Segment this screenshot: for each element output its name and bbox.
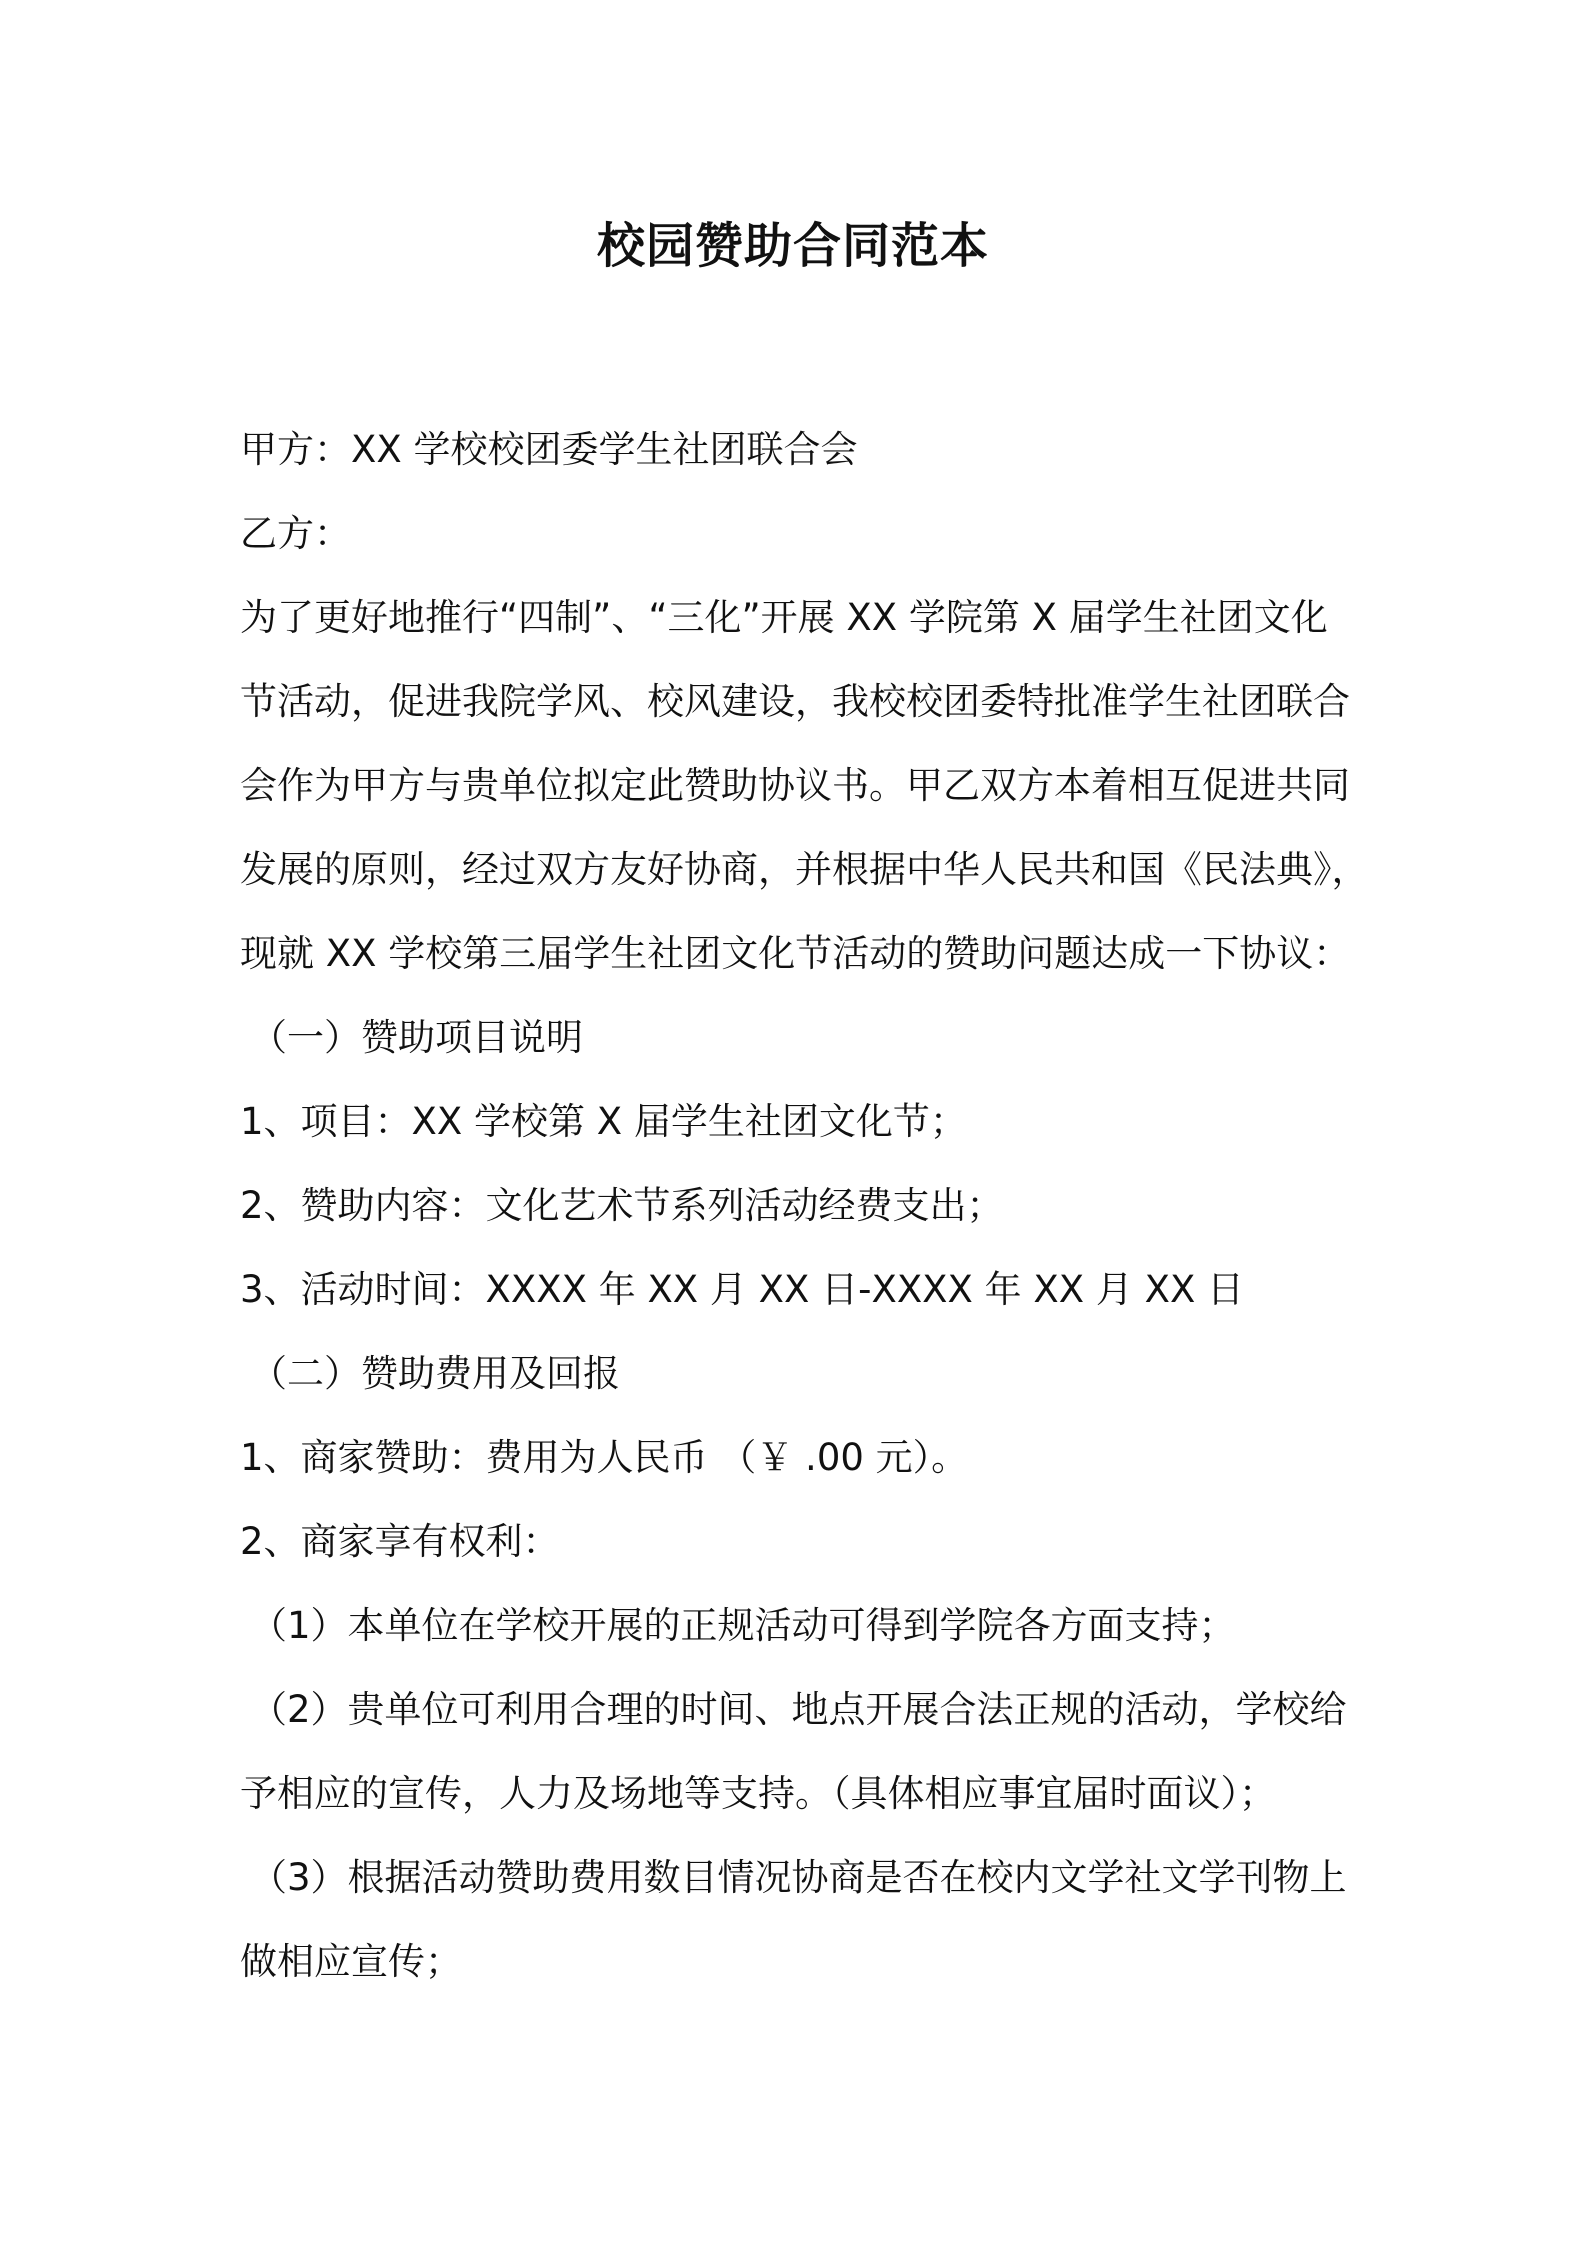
rights-item-2-line-2: 予相应的宣传，人力及场地等支持。（具体相应事宜届时面议）； xyxy=(240,1772,1276,1815)
section2-item-1: 1、商家赞助：费用为人民币 （￥ .00 元）。 xyxy=(240,1436,969,1479)
document-title: 校园赞助合同范本 xyxy=(596,218,989,274)
section-heading-2: （二）赞助费用及回报 xyxy=(250,1352,620,1395)
preamble-line-3: 会作为甲方与贵单位拟定此赞助协议书。甲乙双方本着相互促进共同 xyxy=(240,764,1350,807)
document-body xyxy=(240,408,1369,2004)
section1-item-1: 1、项目：XX 学校第 X 届学生社团文化节； xyxy=(240,1100,967,1143)
section-heading-1: （一）赞助项目说明 xyxy=(250,1016,583,1059)
preamble-line-2: 节活动，促进我院学风、校风建设，我校校团委特批准学生社团联合 xyxy=(240,680,1350,723)
section1-item-2: 2、赞助内容：文化艺术节系列活动经费支出； xyxy=(240,1184,1004,1227)
section2-item-2: 2、商家享有权利： xyxy=(240,1520,560,1563)
party-a-line: 甲方：XX 学校校团委学生社团联合会 xyxy=(240,428,858,471)
preamble-line-4: 发展的原则，经过双方友好协商，并根据中华人民共和国《民法典》， xyxy=(240,848,1369,891)
rights-item-2-line-1: （2）贵单位可利用合理的时间、地点开展合法正规的活动，学校给 xyxy=(250,1688,1347,1731)
preamble-line-5: 现就 XX 学校第三届学生社团文化节活动的赞助问题达成一下协议： xyxy=(240,932,1351,975)
preamble-line-1: 为了更好地推行“四制”、“三化”开展 XX 学院第 X 届学生社团文化 xyxy=(240,596,1328,639)
rights-item-3-line-2: 做相应宣传； xyxy=(240,1940,462,1983)
rights-item-3-line-1: （3）根据活动赞助费用数目情况协商是否在校内文学社文学刊物上 xyxy=(250,1856,1347,1899)
section1-item-3: 3、活动时间：XXXX 年 XX 月 XX 日-XXXX 年 XX 月 XX 日 xyxy=(240,1268,1245,1311)
party-b-line: 乙方： xyxy=(240,512,351,555)
rights-item-1: （1）本单位在学校开展的正规活动可得到学院各方面支持； xyxy=(250,1604,1236,1647)
